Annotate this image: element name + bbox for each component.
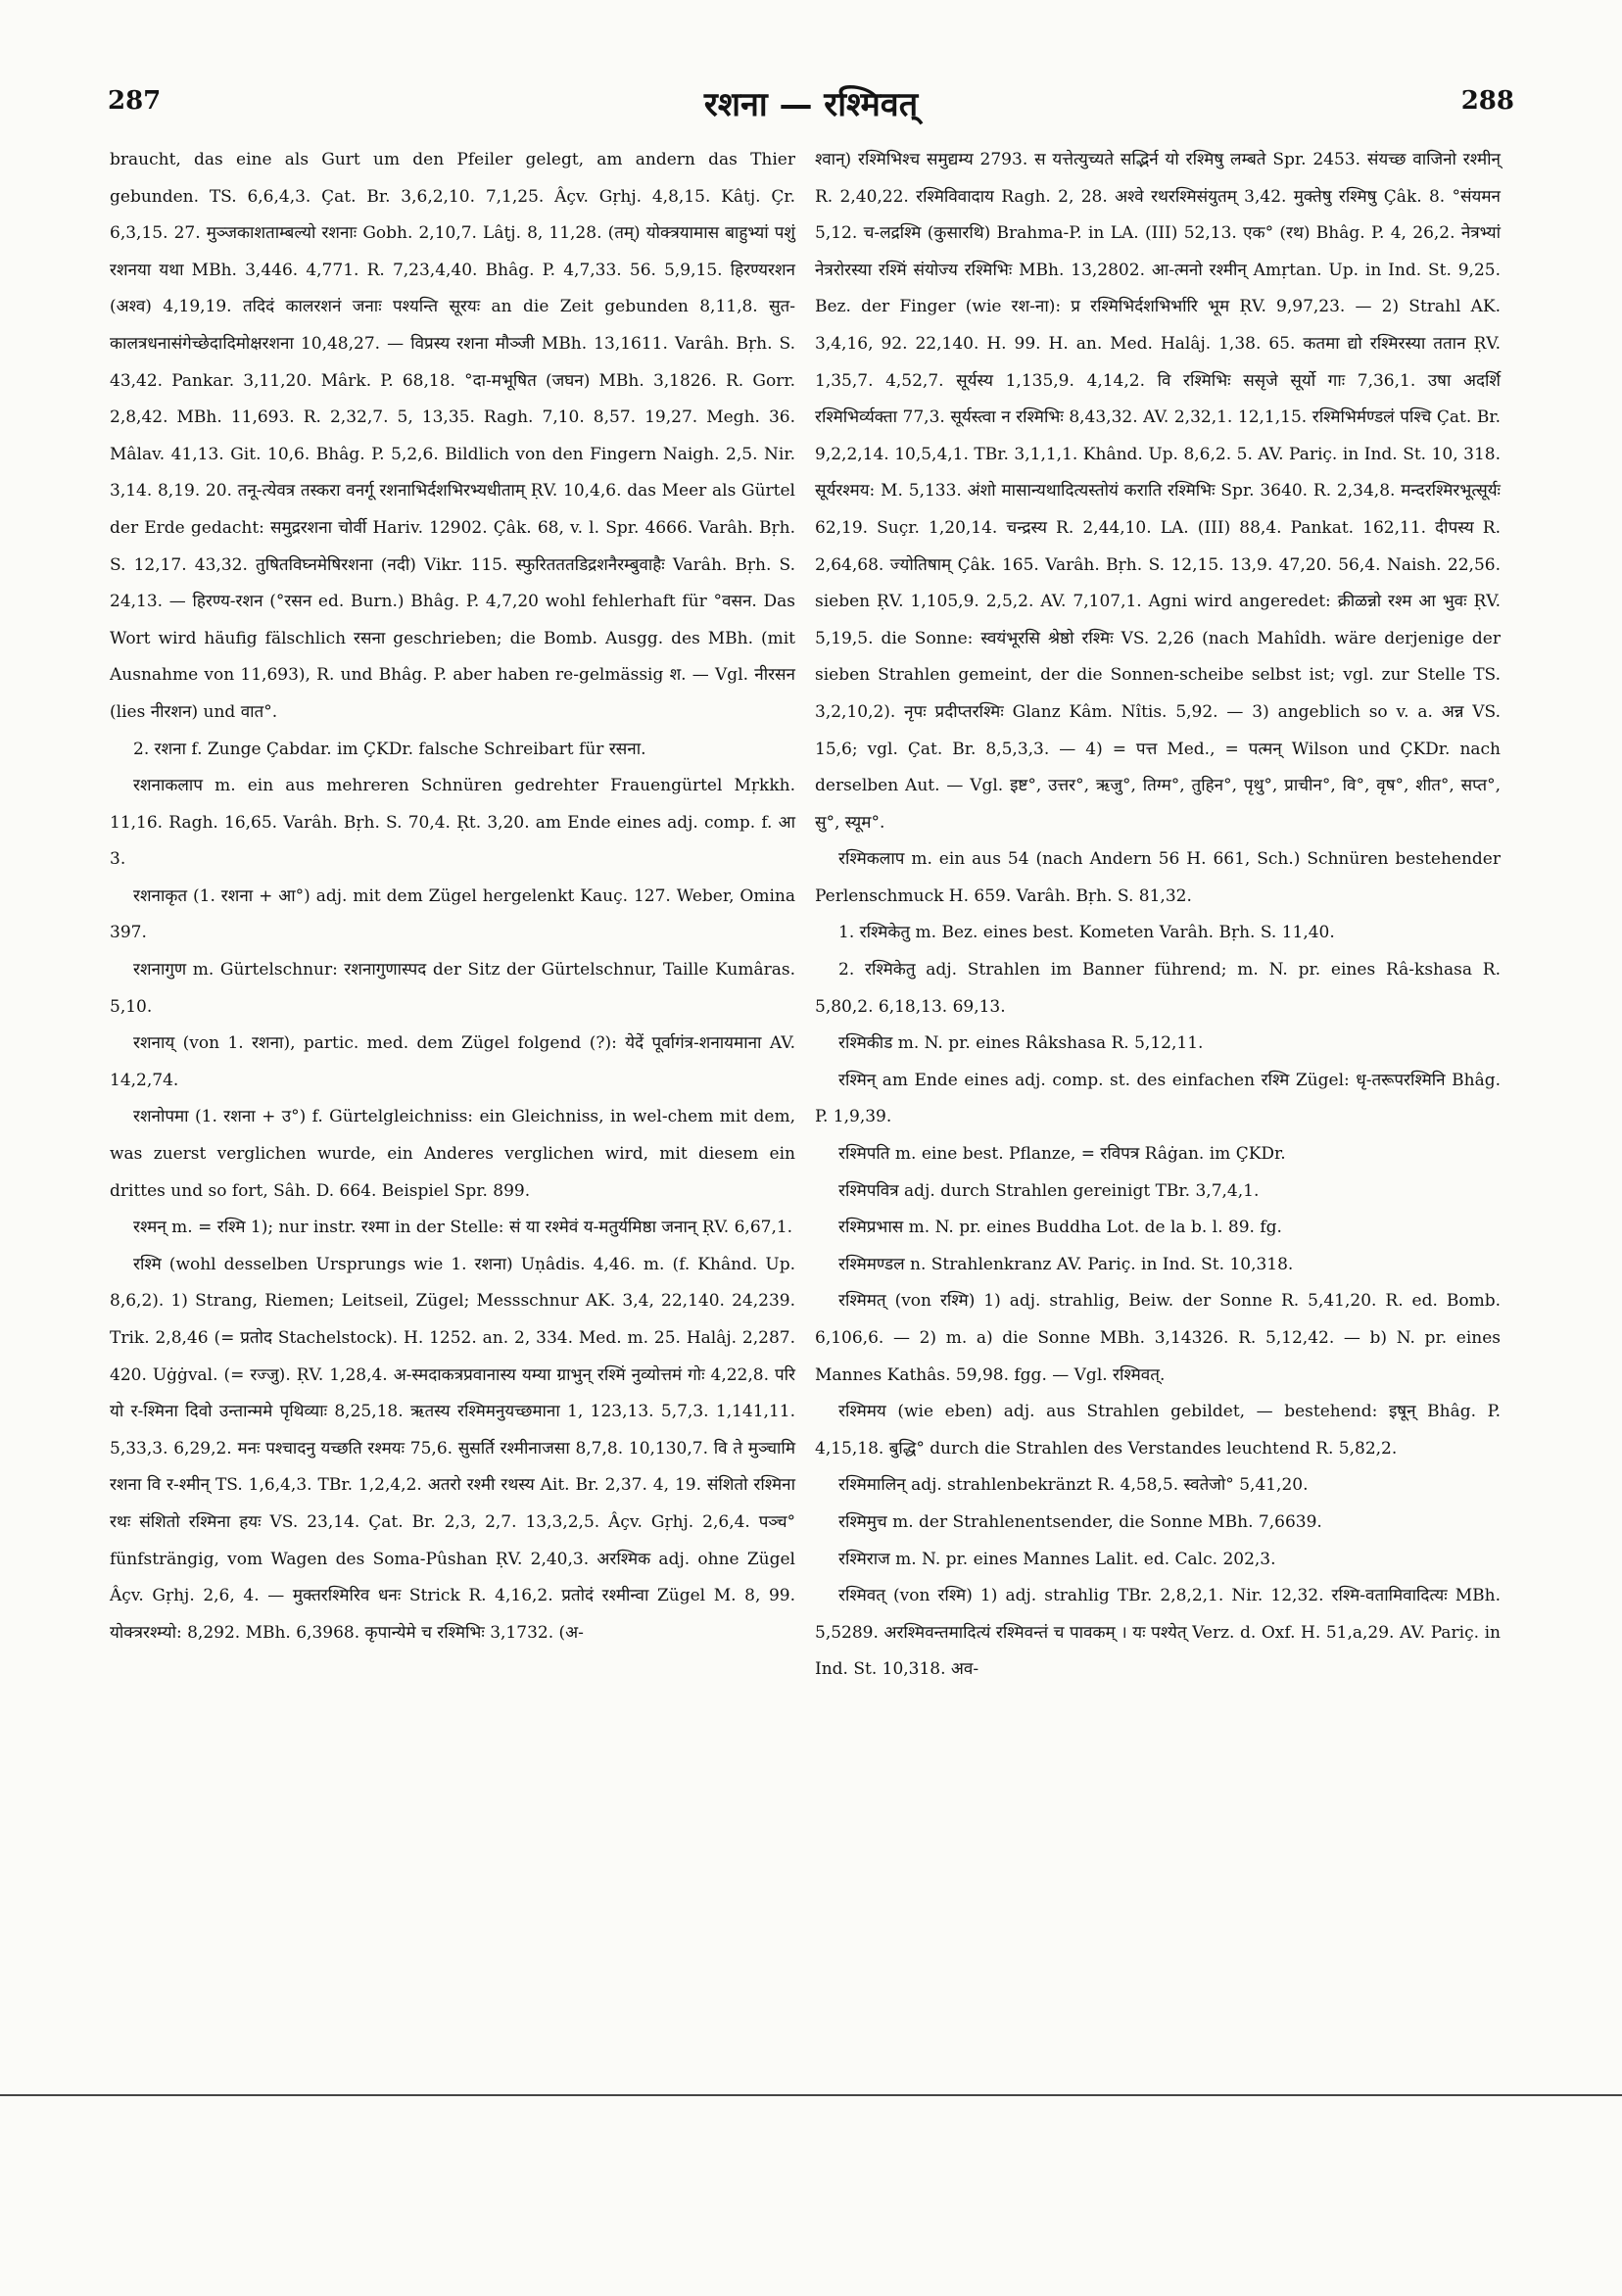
page-number-right: 288 bbox=[1460, 86, 1514, 116]
entry-rashmiketu-2: 2. रश्मिकेतु adj. Strahlen im Banner führend; m. N. pr. eines Râ-kshasa R. 5,80,2. 6,18,13. 69,13. bbox=[815, 960, 1501, 1017]
entry-rashmimandala: रश्मिमण्डल n. Strahlenkranz AV. Pariç. in Ind. St. 10,318. bbox=[838, 1254, 1294, 1274]
entry-rashmimuca: रश्मिमुच m. der Strahlenentsender, die Sonne MBh. 7,6639. bbox=[838, 1511, 1322, 1532]
entry-rashmi: रश्मि (wohl desselben Ursprungs wie 1. रशना) Uṇâdis. 4,46. m. (f. Khând. Up. 8,6,2). 1) Strang, Riemen; Leitseil, Zügel; Messschnur AK. 3,4, 22,140. 24,239. Trik. 2,8,46 (= प्रतोद Stachelstock). H. 1252. an. 2, 334. Med. m. 25. Halâj. 2,287. 420. Uġġval. (= रज्जु). ṚV. 1,28,4. अ-स्मदाकत्रप्रवानास्य यम्या ग्राभुन् रश्मिं नुव्योत्तमं गोः 4,22,8. परि यो र-श्मिना दिवो उन्तान्ममे पृथिव्याः 8,25,18. ऋतस्य रश्मिमनुयच्छमाना 1, 123,13. 5,7,3. 1,141,11. 5,33,3. 6,29,2. मनः पश्चादनु यच्छति रश्मयः 75,6. सुसर्ति रश्मीनाजसा 8,7,8. 10,130,7. वि ते मुञ्चामि रशना वि र-श्मीन् TS. 1,6,4,3. TBr. 1,2,4,2. अतरो रश्मी रथस्य Ait. Br. 2,37. 4, 19. संशितो रश्मिना रथः संशितो रश्मिना हयः VS. 23,14. Çat. Br. 2,3, 2,7. 13,3,2,5. Âçv. Gṛhj. 2,6,4. पञ्च° fünfsträngig, vom Wagen des Soma-Pûshan ṚV. 2,40,3. अरश्मिक adj. ohne Zügel Âçv. Gṛhj. 2,6, 4. — मुक्तरश्मिरिव धनः Strick R. 4,16,2. प्रतोदं रश्मीन्वा Zügel M. 8, 99. योक्त्ररश्म्यो: 8,292. MBh. 6,3968. कृपान्येमे च रश्मिभिः 3,1732. (अ- bbox=[110, 1254, 795, 1643]
entry-rashanakalapa: रशनाकलाप m. ein aus mehreren Schnüren gedrehter Frauengürtel Mṛkkh. 11,16. Ragh. 16,65. Varâh. Bṛh. S. 70,4. Ṛt. 3,20. am Ende eines adj. comp. f. आ 3. bbox=[110, 776, 795, 870]
entry-rashanaya: रशनाय् (von 1. रशना), partic. med. dem Zügel folgend (?): येदें पूर्वागंत्र-शनायमाना AV. 14,2,74. bbox=[110, 1033, 795, 1090]
entry-rashmimaya: रश्मिमय (wie eben) adj. aus Strahlen gebildet, — bestehend: इषून् Bhâg. P. 4,15,18. बुद्धि° durch die Strahlen des Verstandes leuchtend R. 5,82,2. bbox=[815, 1402, 1501, 1459]
entry-rashmimat: रश्मिमत् (von रश्मि) 1) adj. strahlig, Beiw. der Sonne R. 5,41,20. R. ed. Bomb. 6,106,6. — 2) m. a) die Sonne MBh. 3,14326. R. 5,12,42. — b) N. pr. eines Mannes Kathâs. 59,98. fgg. — Vgl. रश्मिवत्. bbox=[815, 1291, 1501, 1385]
entry-rashmiraja: रश्मिराज m. N. pr. eines Mannes Lalit. ed. Calc. 202,3. bbox=[838, 1549, 1276, 1569]
page-header bbox=[108, 86, 1514, 135]
entry-rashmin: रश्मिन् am Ende eines adj. comp. st. des einfachen रश्मि Zügel: धृ-तरूपरश्मिनि Bhâg. P. 1,9,39. bbox=[815, 1070, 1501, 1127]
entry-rashana-2: 2. रशना f. Zunge Çabdar. im ÇKDr. falsche Schreibart für रसना. bbox=[133, 739, 646, 759]
entry-rashmipavitra: रश्मिपवित्र adj. durch Strahlen gereinigt TBr. 3,7,4,1. bbox=[838, 1180, 1260, 1201]
entry-rashman: रश्मन् m. = रश्मि 1); nur instr. रश्मा in der Stelle: सं या रश्मेवं य-मतुर्यमिष्ठा जनान् ṚV. 6,67,1. bbox=[133, 1218, 793, 1238]
left-column bbox=[110, 142, 795, 1651]
entry-rashmipati: रश्मिपति m. eine best. Pflanze, = रविपत्र Râġan. im ÇKDr. bbox=[838, 1144, 1286, 1165]
entry-rashmiketu-1: 1. रश्मिकेतु m. Bez. eines best. Kometen Varâh. Bṛh. S. 11,40. bbox=[838, 923, 1335, 943]
running-head: रशना — रश्मिवत् bbox=[703, 85, 919, 124]
entry-rashanakrta: रशनाकृत (1. रशना + आ°) adj. mit dem Zügel hergelenkt Kauç. 127. Weber, Omina 397. bbox=[110, 885, 795, 943]
entry-rashmiprabhasa: रश्मिप्रभास m. N. pr. eines Buddha Lot. de la b. l. 89. fg. bbox=[838, 1218, 1282, 1238]
entry-rashanaguna: रशनागुण m. Gürtelschnur: रशनागुणास्पद der Sitz der Gürtelschnur, Taille Kumâras. 5,10. bbox=[110, 960, 795, 1017]
entry-rashanopama: रशनोपमा (1. रशना + उ°) f. Gürtelgleichniss: ein Gleichniss, in wel-chem mit dem, was zuerst verglichen wurde, ein Anderes verglichen wird, mit diesem ein drittes und so fort, Sâh. D. 664. Beispiel Spr. 899. bbox=[110, 1107, 795, 1201]
entry-continuation: braucht, das eine als Gurt um den Pfeiler gelegt, am andern das Thier gebunden. TS. 6,6,4,3. Çat. Br. 3,6,2,10. 7,1,25. Âçv. Gṛhj. 4,8,15. Kâtj. Çr. 6,3,15. 27. मुञ्जकाशताम्बल्यो रशनाः Gobh. 2,10,7. Lâṭj. 8, 11,28. (तम्) योक्त्रयामास बाहुभ्यां पशुं रशनया यथा MBh. 3,446. 4,771. R. 7,23,4,40. Bhâg. P. 4,7,33. 56. 5,9,15. हिरण्यरशन (अश्व) 4,19,19. तदिदं कालरशनं जनाः पश्यन्ति सूरयः an die Zeit gebunden 8,11,8. सुत-कालत्रधनासंगेच्छेदादिमोक्षरशना 10,48,27. — विप्रस्य रशना मौञ्जी MBh. 13,1611. Varâh. Bṛh. S. 43,42. Pankar. 3,11,20. Mârk. P. 68,18. °दा-मभूषित (जघन) MBh. 3,1826. R. Gorr. 2,8,42. MBh. 11,693. R. 2,32,7. 5, 13,35. Ragh. 7,10. 8,57. 19,27. Megh. 36. Mâlav. 41,13. Git. 10,6. Bhâg. P. 5,2,6. Bildlich von den Fingern Naigh. 2,5. Nir. 3,14. 8,19. 20. तनू-त्येवत्र तस्करा वनर्गू रशनाभिर्दशभिरभ्यधीताम् ṚV. 10,4,6. das Meer als Gürtel der Erde gedacht: समुद्ररशना चोर्वी Hariv. 12902. Çâk. 68, v. l. Spr. 4666. Varâh. Bṛh. S. 12,17. 43,32. तुषितविघ्नमेषिरशना (नदी) Vikr. 115. स्फुरितततडिद्रशनैरम्बुवाहैः Varâh. Bṛh. S. 24,13. — हिरण्य-रशन (°रसन ed. Burn.) Bhâg. P. 4,7,20 wohl fehlerhaft für °वसन. Das Wort wird häufig fälschlich रसना geschrieben; die Bomb. Ausgg. des MBh. (mit Ausnahme von 11,693), R. und Bhâg. P. aber haben re-gelmässig श. — Vgl. नीरसन (lies नीरशन) und वात°. bbox=[110, 150, 795, 722]
entry-rashmivat: रश्मिवत् (von रश्मि) 1) adj. strahlig TBr. 2,8,2,1. Nir. 12,32. रश्मि-वतामिवादित्यः MBh. 5,5289. अरश्मिवन्तमादित्यं रश्मिवन्तं च पावकम् । यः पश्येत् Verz. d. Oxf. H. 51,a,29. AV. Pariç. in Ind. St. 10,318. अव- bbox=[815, 1586, 1501, 1680]
right-column bbox=[815, 142, 1501, 1689]
entry-rashmikalapa: रश्मिकलाप m. ein aus 54 (nach Andern 56 H. 661, Sch.) Schnüren bestehender Perlenschmuck H. 659. Varâh. Bṛh. S. 81,32. bbox=[815, 849, 1501, 906]
entry-rashmikida: रश्मिकीड m. N. pr. eines Râkshasa R. 5,12,11. bbox=[838, 1033, 1204, 1054]
entry-rashmi-continuation: श्वान्) रश्मिभिश्च समुद्यम्य 2793. स यत्तेत्युच्यते सद्भिर्न यो रश्मिषु लम्बते Spr. 2453. संयच्छ वाजिनो रश्मीन् R. 2,40,22. रश्मिविवादाय Ragh. 2, 28. अश्वे रथरश्मिसंयुतम् 3,42. मुक्तेषु रश्मिषु Çâk. 8. °संयमन 5,12. च-लद्रश्मि (कुसारथि) Brahma-P. in LA. (III) 52,13. एक° (रथ) Bhâg. P. 4, 26,2. नेत्रभ्यां नेत्ररोरस्या रश्मिं संयोज्य रश्मिभिः MBh. 13,2802. आ-त्मनो रश्मीन् Amṛtan. Up. in Ind. St. 9,25. Bez. der Finger (wie रश-ना): प्र रश्मिभिर्दशभिर्भारि भूम ṚV. 9,97,23. — 2) Strahl AK. 3,4,16, 92. 22,140. H. 99. H. an. Med. Halâj. 1,38. 65. कतमा द्यो रश्मिरस्या ततान ṚV. 1,35,7. 4,52,7. सूर्यस्य 1,135,9. 4,14,2. वि रश्मिभिः ससृजे सूर्यो गाः 7,36,1. उषा अदर्शि रश्मिभिर्व्यक्ता 77,3. सूर्यस्त्वा न रश्मिभिः 8,43,32. AV. 2,32,1. 12,1,15. रश्मिभिर्मण्डलं पश्चि Çat. Br. 9,2,2,14. 10,5,4,1. TBr. 3,1,1,1. Khând. Up. 8,6,2. 5. AV. Pariç. in Ind. St. 10, 318. सूर्यरश्मय: M. 5,133. अंशो मासान्यथादित्यस्तोयं कराति रश्मिभिः Spr. 3640. R. 2,34,8. मन्दरश्मिरभूत्सूर्यः 62,19. Suçr. 1,20,14. चन्द्रस्य R. 2,44,10. LA. (III) 88,4. Pankat. 162,11. दीपस्य R. 2,64,68. ज्योतिषाम् Çâk. 165. Varâh. Bṛh. S. 12,15. 13,9. 47,20. 56,4. Naish. 22,56. sieben ṚV. 1,105,9. 2,5,2. AV. 7,107,1. Agni wird angeredet: क्रीळन्नो रश्म आ भुवः ṚV. 5,19,5. die Sonne: स्वयंभूरसि श्रेष्ठो रश्मिः VS. 2,26 (nach Mahîdh. wäre derjenige der sieben Strahlen gemeint, der die Sonnen-scheibe selbst ist; vgl. zur Stelle TS. 3,2,10,2). नृपः प्रदीप्तरश्मिः Glanz Kâm. Nîtis. 5,92. — 3) angeblich so v. a. अन्न VS. 15,6; vgl. Çat. Br. 8,5,3,3. — 4) = पत्त Med., = पत्मन् Wilson und ÇKDr. nach derselben Aut. — Vgl. इष्ट°, उत्तर°, ऋजु°, तिग्म°, तुहिन°, पृथु°, प्राचीन°, वि°, वृष°, शीत°, सप्त°, सु°, स्यूम°. bbox=[815, 150, 1501, 833]
bottom-rule bbox=[0, 2094, 1622, 2096]
page-number-left: 287 bbox=[108, 86, 162, 116]
entry-rashmimalin: रश्मिमालिन् adj. strahlenbekränzt R. 4,58,5. स्वतेजो° 5,41,20. bbox=[838, 1475, 1309, 1496]
